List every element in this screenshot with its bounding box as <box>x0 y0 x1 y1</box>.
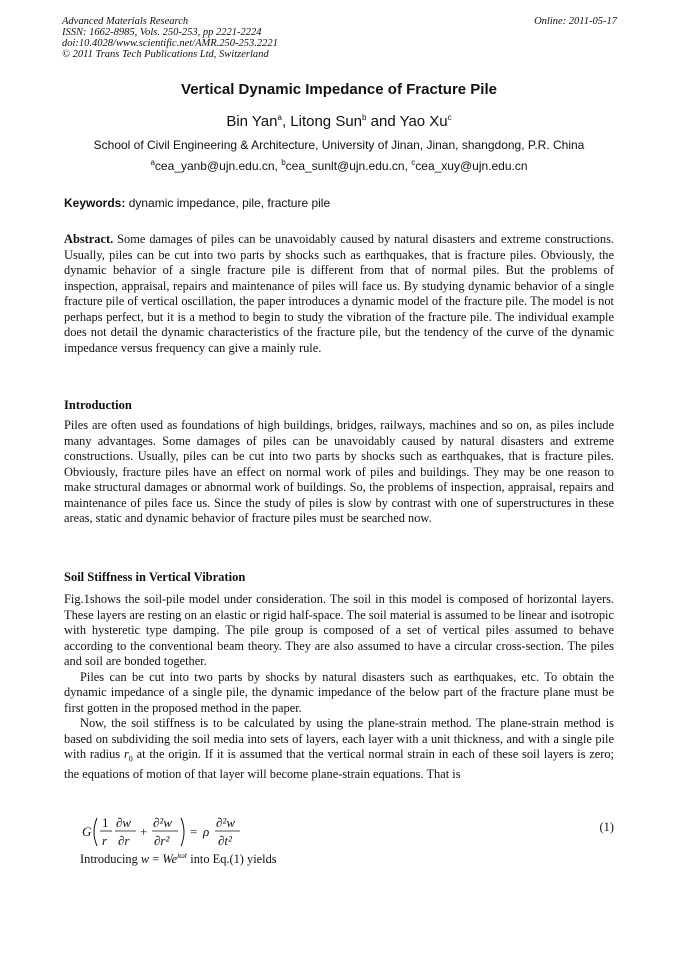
abstract-text: Some damages of piles can be unavoidably caused by natural disasters and extreme constructions. Usually, piles can be cut into two parts by shocks such as earthquakes, that is fracture piles. Obviously, the dynamic behavior of a single fracture pile is different from that of normal piles. But the problems of inspection, appraisal, repairs and maintenance of piles will face us. By studying dynamic behavior of a single fracture pile of vertical oscillation, the paper introduces a dynamic model of the fracture pile. The model is not perhaps perfect, but it is a method to begin to study the vibration of the fracture pile. The individual example does not detail the dynamic characteristics of the fracture pile, but the tendency of the curve of the dynamic impedance versus frequency can give a mainly rule. <box>64 232 614 355</box>
paragraph: Piles can be cut into two parts by shocks by natural disasters such as earthquakes, etc. To obtain the dynamic impedance of a single pile, the dynamic impedance of the below part of the fracture plane must be first gotten in the proposed method in the paper. <box>64 669 614 715</box>
running-header <box>62 16 617 60</box>
author-name: Litong Sun <box>290 113 363 130</box>
math-exponent: iωt <box>177 850 188 860</box>
math-w: w <box>140 852 150 866</box>
copyright-line: © 2011 Trans Tech Publications Ltd, Switzerland <box>62 49 269 60</box>
paper-title: Vertical Dynamic Impedance of Fracture Pile <box>181 81 497 98</box>
author-name: Bin Yan <box>226 113 278 130</box>
equation-number: (1) <box>599 820 614 834</box>
eq-r: r <box>102 833 108 848</box>
math-equals: = <box>149 852 163 866</box>
equation-1 <box>82 812 614 852</box>
eq-plus: + <box>140 824 148 839</box>
soil-section <box>64 592 614 782</box>
paragraph-text: at the origin. If it is assumed that the vertical normal strain in each of these soil layers is zero; the equations of motion of that layer will become plane-strain equations. That is <box>64 747 614 781</box>
email-marker: c <box>411 158 416 167</box>
paragraph <box>64 716 614 782</box>
text: into Eq.(1) yields <box>187 852 277 866</box>
section-heading-soil-stiffness: Soil Stiffness in Vertical Vibration <box>64 570 246 584</box>
abstract-label: Abstract. <box>64 232 114 246</box>
eq-dr2: ∂r² <box>154 833 170 848</box>
eq-d2w: ∂²w <box>153 815 172 830</box>
author-separator: , <box>281 113 291 130</box>
math-e: e <box>171 852 178 866</box>
email-marker: a <box>150 158 155 167</box>
email-marker: b <box>281 158 286 167</box>
issn-line: ISSN: 1662-8985, Vols. 250-253, pp 2221-2224 <box>62 27 262 38</box>
email-address[interactable]: cea_yanb@ujn.edu.cn <box>154 159 275 173</box>
text: Introducing <box>80 852 141 866</box>
online-date: Online: 2011-05-17 <box>534 16 617 27</box>
eq-one: 1 <box>102 815 109 830</box>
introduction-paragraph: Piles are often used as foundations of high buildings, bridges, railways, machines and so on, as piles include many advantages. Some damages of piles can be unavoidably caused by natural disasters and extreme constructions. Usually, piles can be cut into two parts by shocks such as earthquakes, that is fracture piles. Obviously, fracture piles have an effect on normal work of piles and buildings. They may be one reason to make structural damages or abnormal work of buildings. So, the problems of inspection, appraisal, repairs and maintenance of piles face us. Since the study of piles is slow by contrast with one of superstructures in these areas, static and dynamic behavior of fracture piles must be searched now. <box>64 418 614 525</box>
eq-dw: ∂w <box>116 815 132 830</box>
eq-right-paren <box>181 818 184 846</box>
math-W: W <box>162 852 172 866</box>
eq-left-paren <box>94 818 97 846</box>
author-marker: a <box>277 113 282 122</box>
affiliation: School of Civil Engineering & Architecture, University of Jinan, Jinan, shangdong, P.R. China <box>93 138 585 152</box>
keywords-label: Keywords: <box>64 196 126 210</box>
section-heading-introduction: Introduction <box>64 398 132 412</box>
continuation-line <box>80 852 277 867</box>
eq-rho: ρ <box>203 824 210 839</box>
eq-G: G <box>82 824 92 839</box>
email-separator: , <box>274 159 282 173</box>
author-name: Yao Xu <box>399 113 448 130</box>
email-address[interactable]: cea_sunlt@ujn.edu.cn <box>285 159 405 173</box>
doi-line: doi:10.4028/www.scientific.net/AMR.250-253.2221 <box>62 38 278 49</box>
eq-d2w-t: ∂²w <box>216 815 235 830</box>
email-separator: , <box>404 159 412 173</box>
keywords <box>64 196 330 210</box>
eq-dr: ∂r <box>118 833 130 848</box>
keywords-text: dynamic impedance, pile, fracture pile <box>125 196 331 210</box>
email-address[interactable]: cea_xuy@ujn.edu.cn <box>415 159 528 173</box>
author-list <box>0 113 678 130</box>
author-marker: b <box>362 113 367 122</box>
paragraph: Fig.1shows the soil-pile model under consideration. The soil in this model is composed of horizontal layers. These layers are resting on an elastic or rigid half-space. The soil material is assumed to be linear and isotropic with hysteretic type damping. The pile group is composed of a set of vertical piles assumed to behave according to the conventional beam theory. They are also assumed to have a circular cross-section. The piles and soil are bonded together. <box>64 592 614 668</box>
math-subscript: 0 <box>128 754 133 764</box>
author-separator: and <box>366 113 400 130</box>
eq-dt2: ∂t² <box>218 833 232 848</box>
paragraph-text: Now, the soil stiffness is to be calculated by using the plane-strain method. The plane-strain method is based on subdividing the soil media into sets of layers, each layer with a unit thickness, and with a single pile with radius <box>64 716 614 761</box>
author-marker: c <box>447 113 452 122</box>
abstract <box>64 232 614 356</box>
eq-equals: = <box>190 824 198 839</box>
email-list <box>0 159 678 173</box>
math-r: r <box>123 747 129 761</box>
journal-name: Advanced Materials Research <box>62 16 189 27</box>
